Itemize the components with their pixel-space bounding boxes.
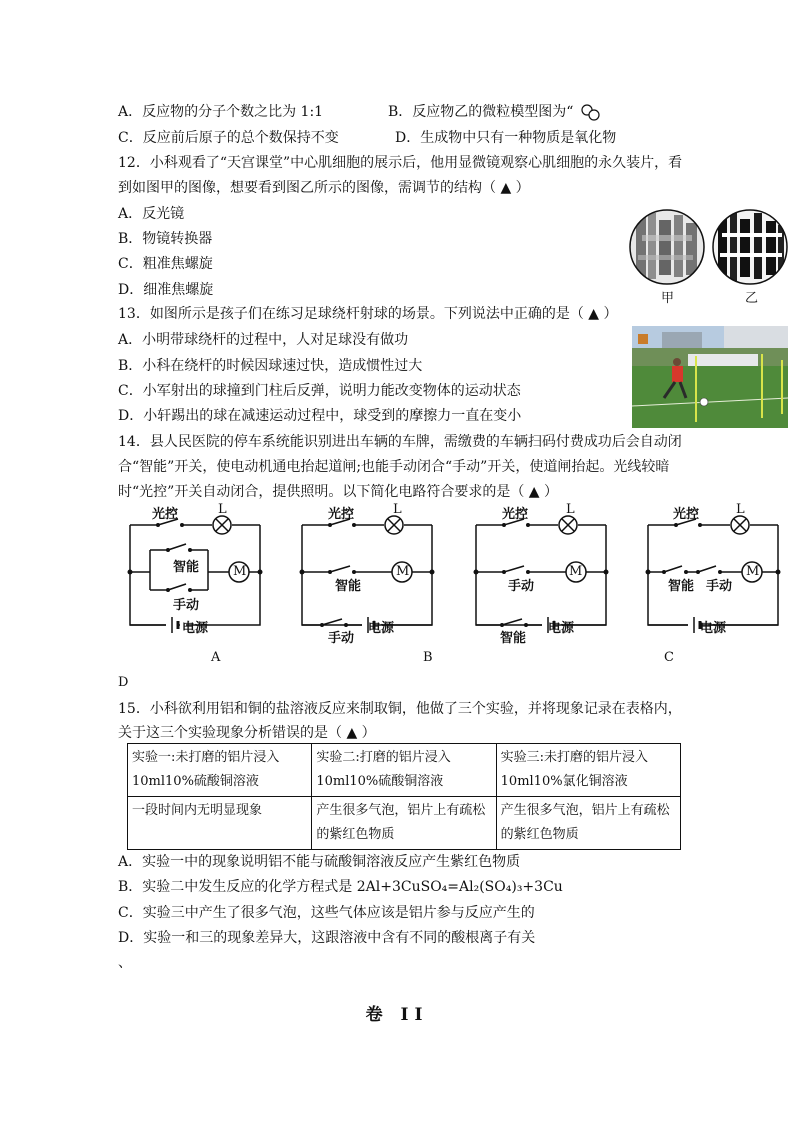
circuit-d-label-shoudong: 手动 [706, 579, 733, 594]
q12-option-b: B．物镜转换器 [118, 231, 213, 247]
circuit-b-label-zhineng: 智能 [335, 579, 362, 594]
q14-stem-line2: 合“智能”开关，使电动机通电抬起道闸;也能手动闭合“手动”开关，使道闸抬起。光线较暗 [118, 459, 670, 475]
circuit-c-label-zhineng: 智能 [500, 631, 527, 646]
table-cell: 实验一:未打磨的铝片浸入10ml10%硫酸铜溶液 [128, 744, 312, 797]
label-yi: 乙 [745, 291, 759, 306]
circuit-b-label-dianyuan: 电源 [368, 621, 395, 636]
table-row [128, 744, 681, 797]
q12-option-c: C．粗准焦螺旋 [118, 256, 213, 272]
q13-option-b: B．小科在绕杆的时候因球速过快，造成惯性过大 [118, 358, 423, 374]
circuit-b-label-guangkong: 光控 [328, 507, 355, 522]
circuit-c-label-m: M [569, 564, 583, 579]
section-title: 卷 II [365, 1005, 429, 1025]
stray-mark: 、 [118, 955, 132, 971]
circuit-d-label-dianyuan: 电源 [700, 621, 727, 636]
q13-option-d: D．小轩踢出的球在减速运动过程中，球受到的摩擦力一直在变小 [118, 408, 522, 424]
q15-option-a: A．实验一中的现象说明铝不能与硫酸铜溶液反应产生紫红色物质 [118, 854, 521, 870]
circuit-c-label-dianyuan: 电源 [548, 621, 575, 636]
molecule-model-icon [580, 103, 602, 121]
q15-option-d: D．实验一和三的现象差异大，这跟溶液中含有不同的酸根离子有关 [118, 930, 536, 946]
circuit-a-label-l: L [218, 502, 227, 517]
circuit-c-caption: C [664, 650, 674, 665]
q12-stem-line1: 12．小科观看了“天宫课堂”中心肌细胞的展示后，他用显微镜观察心肌细胞的永久装片，看 [118, 155, 683, 171]
table-cell: 实验二:打磨的铝片浸入10ml10%硫酸铜溶液 [312, 744, 496, 797]
q12-option-a: A．反光镜 [118, 206, 185, 222]
circuit-a-caption: A [211, 650, 221, 665]
q14-stem-line1: 14．县人民医院的停车系统能识别进出车辆的车牌，需缴费的车辆扫码付费成功后会自动闭 [118, 434, 682, 450]
circuit-b-label-l: L [393, 502, 402, 517]
circuit-d-label-zhineng: 智能 [668, 579, 695, 594]
circuit-b-label-m: M [396, 564, 410, 579]
table-cell: 产生很多气泡，铝片上有疏松的紫红色物质 [312, 797, 496, 850]
circuit-c-middle [466, 500, 616, 635]
q11-option-a: A．反应物的分子个数之比为 1:1 [118, 104, 324, 120]
q13-option-a: A．小明带球绕杆的过程中，人对足球没有做功 [118, 332, 409, 348]
circuit-d-label-m: M [746, 564, 760, 579]
circuit-a-label-guangkong: 光控 [152, 507, 179, 522]
q15-option-b: B．实验二中发生反应的化学方程式是 2Al+3CuSO₄=Al₂(SO₄)₃+3Cu [118, 879, 563, 895]
q11-option-d: D．生成物中只有一种物质是氧化物 [395, 130, 617, 146]
blurry-cells-image [628, 205, 708, 290]
circuit-a-label-shoudong: 手动 [173, 598, 200, 613]
q12-stem-line2: 到如图甲的图像，想要看到图乙所示的图像，需调节的结构（ ▲ ） [118, 180, 530, 196]
circuit-b [292, 500, 442, 635]
football-practice-photo [632, 326, 788, 428]
q13-option-c: C．小军射出的球撞到门柱后反弹，说明力能改变物体的运动状态 [118, 383, 521, 399]
q15-stem-line1: 15．小科欲利用铝和铜的盐溶液反应来制取铜，他做了三个实验，并将现象记录在表格内， [118, 701, 682, 717]
q12-option-d: D．细准焦螺旋 [118, 282, 214, 298]
q13-stem: 13．如图所示是孩子们在练习足球绕杆射球的场景。下列说法中正确的是（ ▲ ） [118, 306, 618, 322]
circuit-c-label-guangkong: 光控 [502, 507, 529, 522]
label-jia: 甲 [661, 291, 675, 306]
circuit-d-label-l: L [736, 502, 745, 517]
circuit-b-label-shoudong: 手动 [328, 631, 355, 646]
sharp-cells-image [712, 205, 790, 290]
circuit-c-label-l: L [566, 502, 575, 517]
circuit-d-caption: D [118, 675, 129, 690]
table-row [128, 797, 681, 850]
circuit-c-right [638, 500, 788, 635]
circuit-a-label-dianyuan: 电源 [182, 621, 209, 636]
experiment-table [127, 743, 681, 850]
q15-stem-line2: 关于这三个实验现象分析错误的是（ ▲ ） [118, 725, 376, 741]
q14-stem-line3: 时“光控”开关自动闭合，提供照明。以下简化电路符合要求的是（ ▲ ） [118, 484, 558, 500]
table-cell: 实验三:未打磨的铝片浸入10ml10%氯化铜溶液 [496, 744, 680, 797]
q11-option-b: B．反应物乙的微粒模型图为“ [388, 104, 574, 120]
microscope-images [628, 205, 790, 290]
circuit-a-label-m: M [233, 564, 247, 579]
circuit-c-label-shoudong: 手动 [508, 579, 535, 594]
table-cell: 产生很多气泡，铝片上有疏松的紫红色物质 [496, 797, 680, 850]
table-cell: 一段时间内无明显现象 [128, 797, 312, 850]
circuit-a-label-zhineng: 智能 [173, 560, 200, 575]
circuit-b-caption: B [423, 650, 433, 665]
q11-option-c: C．反应前后原子的总个数保持不变 [118, 130, 339, 146]
q15-option-c: C．实验三中产生了很多气泡，这些气体应该是铝片参与反应产生的 [118, 905, 535, 921]
circuit-d-label-guangkong: 光控 [673, 507, 700, 522]
